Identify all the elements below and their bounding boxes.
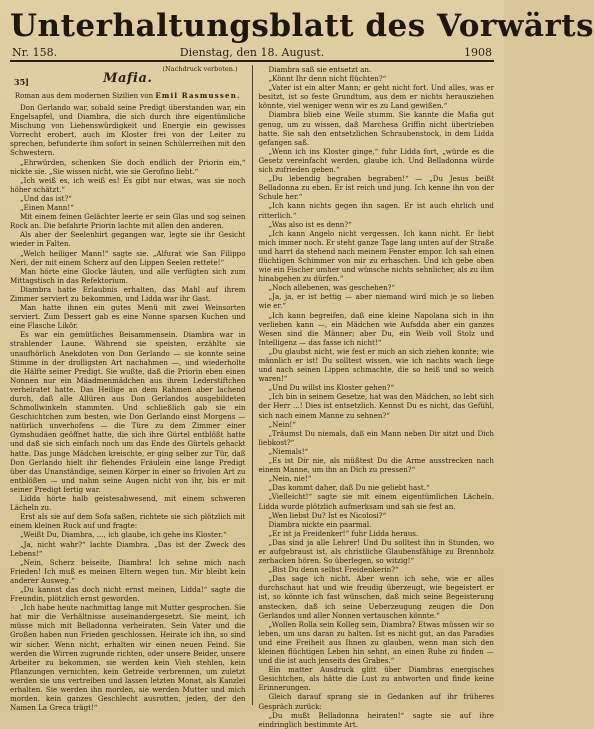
story-title: Mafia. [103, 71, 153, 86]
paragraph: „Und das ist?“ [20, 193, 72, 203]
paragraph: „Wenn ich ins Kloster ginge,“ fuhr Lidda fort, „würde es die Gesetz vereinfacht werden, glaube ich. Und Belladonna würde sich zufrieden geben.“ [258, 146, 494, 175]
paragraph: „Nein!“ [268, 419, 296, 429]
column-divider [252, 65, 253, 705]
paragraph: „Nein, Scherz beiseite, Diambra! Ich sehne mich nach Frieden! Ich muß es meinen Eltern wegen tun. Mir bleibt kein anderer Ausweg.“ [10, 557, 246, 585]
paragraph: „Es ist Dir nie, als müßtest Du die Arme ausstrecken nach einem Manne, um ihn an Dich zu pressen?“ [258, 456, 494, 475]
byline [10, 91, 246, 101]
paragraph: „Wen liebst Du? Ist es Nicolosi?“ [268, 510, 387, 520]
paragraph: „Ich kann nichts gegen ihn sagen. Er ist auch ehrlich und ritterlich.“ [258, 201, 494, 220]
paragraph: „Einen Mann!“ [20, 203, 74, 213]
issue-bar [10, 46, 494, 62]
author-name: Emil Rasmussen. [155, 91, 241, 100]
paragraph: „Du glaubst nicht, wie fest er mich an sich ziehen konnte; wie männlich er ist! Du solltest wissen, wie ich nachts wach liege und nach seinen Lippen schmachte, die so heiß und so weich waren!“ [258, 346, 494, 384]
paragraph: „Ich weiß es, ich weiß es! Es gibt nur etwas, was sie noch höher schätzt.“ [10, 175, 246, 194]
masthead-title: Unterhaltungsblatt des Vorwärts [10, 8, 594, 44]
paragraph: „Das kommt daher, daß Du nie geliebt hast.“ [268, 483, 430, 493]
paragraph: Man hatte ihnen ein gutes Menü mit zwei Weinsorten serviert. Zum Dessert gab es eine Nonne sparsen Kuchen und eine Flasche Likör. [10, 303, 246, 331]
paragraph: Diambra saß sie entsetzt an. [268, 65, 372, 74]
paragraph: „Und Du willst ins Kloster gehen?“ [268, 383, 395, 393]
paragraph: „Ich kann Angelo nicht vergessen. Ich kann nicht. Er liebt mich immer noch. Er steht ganze Tage lang unten auf der Straße und harrt da stehend nach meinem Fenster empor. Ich sah einen flüchtigen Schimmer von mir zu erhaschen. Und ich gebe oben wie ein Fischer umher und wünsche nichts sehnlicher, als zu ihm hinabgehen zu dürfen.“ [258, 228, 494, 284]
paragraph: Diambra blieb eine Weile stumm. Sie kannte die Mafia gut genug, um zu wissen, daß Marchesa Griffin nicht übertrieben hatte. Sie sah den entsetzlichen Schraubenstock, in dem Lidda gefangen saß. [258, 110, 494, 147]
right-column [258, 65, 494, 729]
paragraph: Don Gerlando war, sobald seine Predigt überstanden war, ein Engelsapfel, und Diambra, die sich durch ihre eigentümliche Mischung von Liebenswürdigkeit und Energie ein gewisses Vorrecht erobert, auch im Kloster frei von der Leiter zu sprechen, befunderte ihm sofort in seinen Schülerreihen mit den Schwestern. [10, 103, 246, 158]
paragraph: „Du mußt Belladonna heiraten!“ sagte sie auf ihre eindringlich bestimmte Art. [258, 710, 494, 729]
paragraph: „Ich kann begreifen, daß eine kleine Napolana sich in ihn verlieben kann —, ein Mädchen wie Aufsdda aber ein ganzes Wesen sind die Männer; aber Du, ein Weib voll Stolz und Intelligenz — das fasse ich nicht!“ [258, 310, 494, 347]
paragraph: „Welch heiliger Mann!“ sagte sie. „Alfurat wie San Filippo Neri, der mit einem Scherz auf den Lippen Seelen rettete!“ [10, 248, 246, 267]
paragraph: „Was also ist es denn?“ [268, 219, 352, 229]
paragraph: „Noch allebenen, was geschehen?“ [268, 283, 396, 293]
paragraph: „Ehrwürden, schenken Sie doch endlich der Priorin ein,“ nickte sie. „Sie wissen nicht, wie sie Gerofino liebt.“ [10, 157, 246, 176]
paragraph: „Du kannst das doch nicht ernst meinen, Lidda!“ sagte die Freundin, plötzlich ernst geworden. [10, 584, 246, 604]
paragraph: „Bist Du denn selbst Freidenkerin?“ [268, 565, 399, 575]
paragraph: Mit einem feinen Gelächter leerte er sein Glas und sog seinen Rock an. Die befahrte Priorin lachte mit allen den anderen. [10, 212, 246, 231]
paragraph: „Das sage ich nicht. Aber wenn ich sehe, wie er alles durchschaut hat und wie freudig überzeugt, wie begeistert er ist, so könnte ich fast wünschen, daß mich seine Begeisterung anstecken, daß ich seine Ueberzeugung zeugen die Don Gerlandos und aller Nonnen vertauschen könnte.“ [258, 574, 494, 620]
paragraph: „Könnt Ihr denn nicht flüchten?“ [268, 74, 387, 84]
paragraph: „Weißt Du, Diambra, ..., ich glaube, ich gehe ins Kloster.“ [20, 530, 227, 540]
issue-year: 1908 [464, 46, 492, 59]
paragraph: „Wollen Rolla sein Kolleg sein, Diambra? Etwas müssen wir so leben, um uns daran zu halten. Ist es nicht gut, an das Paradies und eine Freiheit aus Ihnen zu glauben, wenn man sich den kleinen flüchtigen Leben hin sehnt, an einen Ruhe zu finden — und die ist auch jenseits des Grabes.“ [258, 619, 494, 666]
paragraph: „Du lebendig begraben begraben!“ — „Du Jesus beißt Belladonna zu eben. Er ist reich und jung. Ich kenne ihn von der Schule her.“ [258, 174, 494, 202]
paragraph: Ein matter Ausdruck glitt über Diambras energisches Gesichtchen, als hätte die Lust zu antworten und finde keine Erinnerungen. [258, 665, 494, 693]
issue-date: Dienstag, den 18. August. [179, 46, 325, 59]
paragraph: Erst als sie auf dem Sofa saßen, richtete sie sich plötzlich mit einem kleinen Ruck auf und fragte: [10, 512, 246, 531]
paragraph: „Träumst Du niemals, daß ein Mann neben Dir sitzt und Dich liebkost?“ [258, 428, 494, 447]
paragraph: „Vielleicht!“ sagte sie mit einem eigentümlichen Lächeln. Lidda wurde plötzlich aufmerksam und sah sie fest an. [258, 492, 494, 511]
paragraph: Diambra nickte ein paarmal. [268, 519, 372, 529]
paragraph: „Vater ist ein alter Mann; er geht nicht fort. Und alles, was er besitzt, ist so feste Grundtum, aus dem er nichts herausziehen könnte, viel weniger wenn wir es zu Land gewißen.“ [258, 83, 494, 111]
story-header [10, 65, 246, 91]
left-column-text [10, 103, 246, 712]
paragraph: Gleich darauf sprang sie in Gedanken auf ihr früheres Gespräch zurück: [258, 692, 494, 711]
right-column-text [258, 65, 494, 729]
article-columns [10, 65, 494, 729]
paragraph: „Niemals!“ [268, 446, 309, 456]
paragraph: Als aber der Seelenhirt gegangen war, legte sie ihr Gesicht wieder in Falten. [10, 230, 246, 249]
installment-number: 35] [14, 77, 29, 87]
paragraph: Lidda hörte halb geistesabwesend, mit einem schweren Lächeln zu. [10, 494, 246, 513]
paragraph: „Ich habe heute nachmittag lange mit Mutter gesprochen. Sie hat mir die Verhältnisse auseinandergesetzt. Sie meint, ich müsse mich mit Belladonna verheiraten. Sein Vater und die Großen haben nun Frieden geschlossen. Heirate ich ihn, so sind wir sicher. Wenn nicht, erhalten wir einen neuen Feind. Sie werden die Wirren zugrunde richten, oder unsere Beider, unsere Arbeiter zu bekommen, sie werden kein Vieh stehlen, kein Pflanzungen vernichten, kein Getreide verbrennen, um zuletzt werden sie uns vertreiben und lassen letzten Monat, als Kanzlei erhalten. Sie werden ihn morden, sie werden Mutter und mich morden. kein ganzes Geschlecht ausrotten, jeden, der den Namen La Greca trägt!“ [10, 603, 246, 713]
paragraph: Diambra hatte Erlaubnis erhalten, das Mahl auf ihrem Zimmer serviert zu bekommen, und Lidda war ihr Gast. [10, 284, 246, 303]
paragraph: Man hörte eine Glocke läuten, und alle verfügten sich zum Mittagstisch in das Refektorium. [10, 266, 246, 285]
issue-number: Nr. 158. [12, 46, 58, 59]
paragraph: „Er ist ja Freidenker!“ fuhr Lidda heraus. [268, 528, 419, 538]
paragraph: „Ja, nicht wahr?“ lachte Diambra. „Das ist der Zweck des Lebens!“ [10, 539, 246, 558]
reprint-note: (Nachdruck verboten.) [162, 65, 238, 73]
paragraph: „Ja, ja, er ist bettig — aber niemand wird mich je so lieben wie er.“ [258, 292, 494, 311]
paragraph: „Das sind ja alle Lehrer! Und Du solltest ihn in Stunden, wo er aufgebraust ist, als christliche Glaubensfähige zu Brennholz zerhacken hören. So überlegen, so witzig!“ [258, 537, 494, 566]
paragraph: Es war ein gemütliches Beisammensein. Diambra war in strahlender Laune. Während sie speisten, erzählte sie unaufhörlich Anekdoten von Don Gerlando — sie konnte seine Stimme in der drolligsten Art nachahmen —, und wiederholte die Hälfte seiner Predigt. Sie wußte, daß die Priorin eben einen Nonnen nur ein Mäadmenmädchen aus ihrem Lederstiftchen verheiratet hatte. Das Heilige an dem Rahmen aber lachend durch, daß alle Allüren aus Don Gerlandos ausgebildeten Schmollwinkeln stammten. Und schließlich gab sie ein Geschichtchen zum besten, wie Don Gerlando einst Morgens — natürlich unverhofens — die Türe zu dem Zimmer einer Gymshudäen geöffnet hatte, die sich ihre Gürtel entblößt hatte und daß sie sich einfach noch um das Ende des Gürtels gehackt hatte. Das junge Mädchen kreischte, er ging selber zur Tür, daß Don Gerlando hielt ihr flehendes Fräulein eine lange Predigt über das Unanständige, seinen Körper in einer so frivolen Art zu entblößen — und nahm seine Augen nicht von ihr, bis er mit seiner Predigt fertig war. [10, 330, 246, 494]
paragraph: „Ich bin in seinem Gesetze, hat was den Mädchen, so lebt sich der Herr ...! Dies ist entsetzlich. Kennst Du es nicht, das Gefühl, sich nach einem Manne zu sehnen?“ [258, 392, 494, 420]
paragraph: „Nein, nie!“ [268, 474, 312, 484]
byline-prefix: Roman aus dem modernen Sizilien von [14, 92, 154, 100]
left-column [10, 65, 246, 713]
